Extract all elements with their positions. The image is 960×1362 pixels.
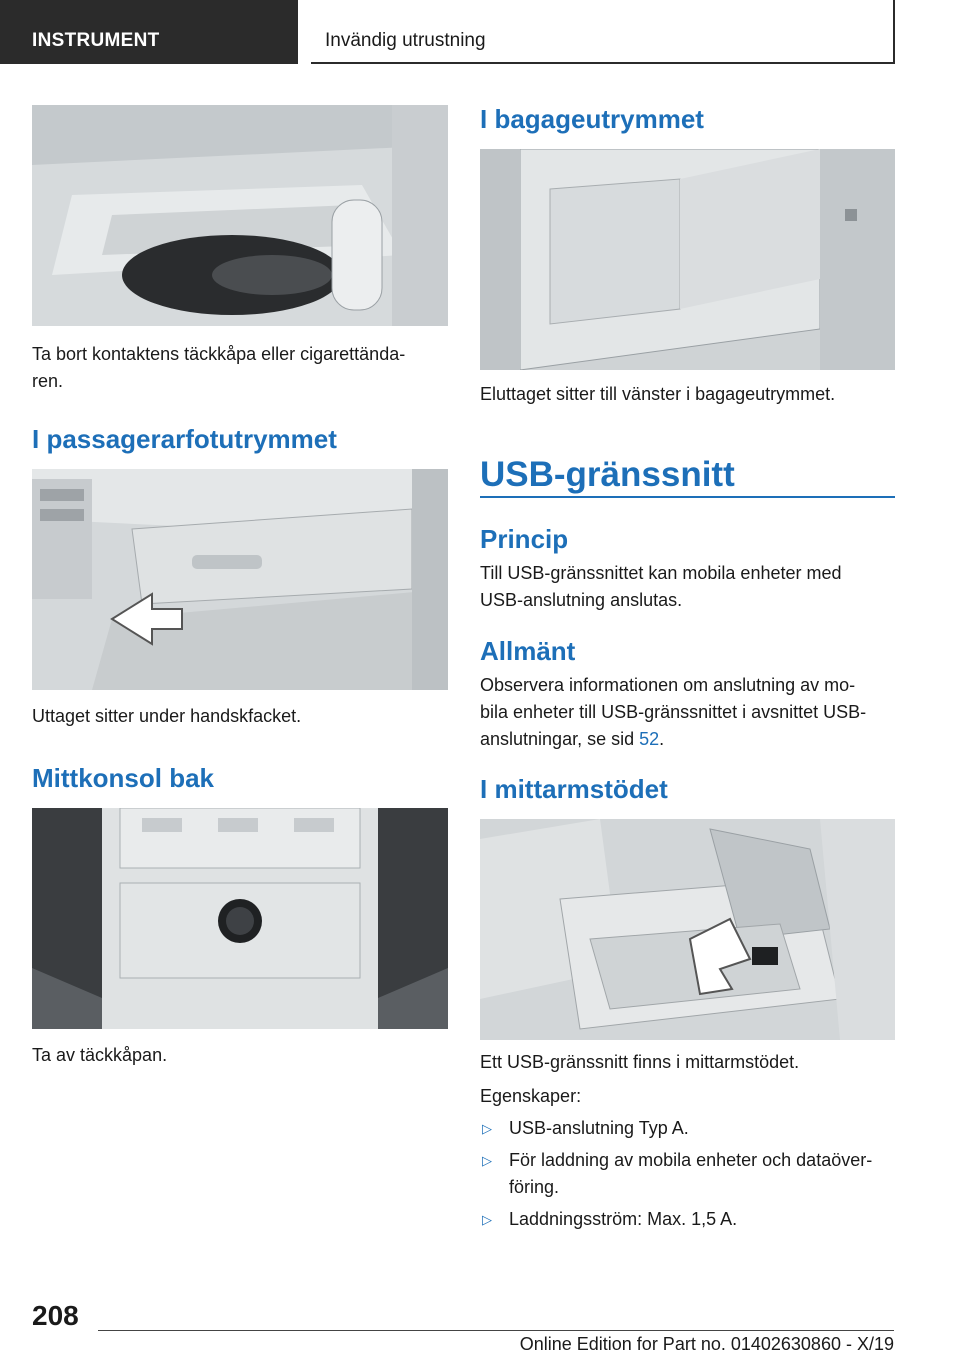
principle-line1: Till USB-gränssnittet kan mobila enheter med [480, 563, 842, 583]
chapter-title: Invändig utrustning [325, 30, 486, 51]
footer-rule [98, 1330, 894, 1331]
principle-text [480, 560, 900, 614]
armrest-figure [480, 819, 895, 1040]
principle-line2: USB-anslutning anslutas. [480, 590, 683, 610]
general-line3-end: . [659, 729, 665, 749]
section-title: INSTRUMENT [32, 30, 160, 51]
rear-console-figure [32, 808, 448, 1029]
caption-footwell: Uttaget sitter under handskfacket. [32, 706, 302, 726]
caption-lighter-line2: ren. [32, 371, 64, 391]
bullet-marker-3: ▷ [482, 1212, 492, 1227]
general-line3: anslutningar, se sid [480, 729, 640, 749]
heading-general: Allmänt [480, 636, 576, 666]
properties-label: Egenskaper: [480, 1086, 582, 1106]
trunk-figure [480, 149, 895, 370]
bullet-charging-line2: föring. [509, 1177, 560, 1197]
bullet-charging-line1: För laddning av mobila enheter och dataöver- [509, 1150, 873, 1170]
heading-usb-interface: USB-gränssnitt [480, 455, 735, 494]
bullet-current: Laddningsström: Max. 1,5 A. [509, 1209, 738, 1229]
general-line1: Observera informationen om anslutning av mo- [480, 675, 856, 695]
section-tab [0, 0, 298, 64]
chapter-header [311, 0, 895, 64]
heading-underline [480, 496, 895, 498]
heading-rear-console: Mittkonsol bak [32, 763, 215, 793]
bullet-marker-2: ▷ [482, 1153, 492, 1168]
heading-principle: Princip [480, 524, 569, 554]
bullet-marker-1: ▷ [482, 1121, 492, 1136]
general-line2: bila enheter till USB-gränssnittet i avsnittet USB- [480, 702, 867, 722]
caption-armrest: Ett USB-gränssnitt finns i mittarmstödet. [480, 1052, 800, 1072]
caption-lighter-line1: Ta bort kontaktens täckkåpa eller cigarettända- [32, 344, 406, 364]
page-number: 208 [32, 1300, 79, 1331]
cigarette-lighter-figure [32, 105, 448, 326]
passenger-footwell-figure [32, 469, 448, 690]
bullet-usb-type: USB-anslutning Typ A. [509, 1118, 689, 1138]
heading-trunk: I bagageutrymmet [480, 104, 704, 134]
caption-trunk: Eluttaget sitter till vänster i bagageutrymmet. [480, 384, 836, 404]
heading-armrest: I mittarmstödet [480, 774, 668, 804]
general-text [480, 672, 900, 753]
heading-passenger-footwell: I passagerarfotutrymmet [32, 424, 337, 454]
footer-edition: Online Edition for Part no. 01402630860 - X/19 [519, 1334, 894, 1354]
page-link-52[interactable]: 52 [639, 729, 660, 749]
caption-rear-console: Ta av täckkåpan. [32, 1045, 168, 1065]
caption-lighter [32, 341, 452, 395]
